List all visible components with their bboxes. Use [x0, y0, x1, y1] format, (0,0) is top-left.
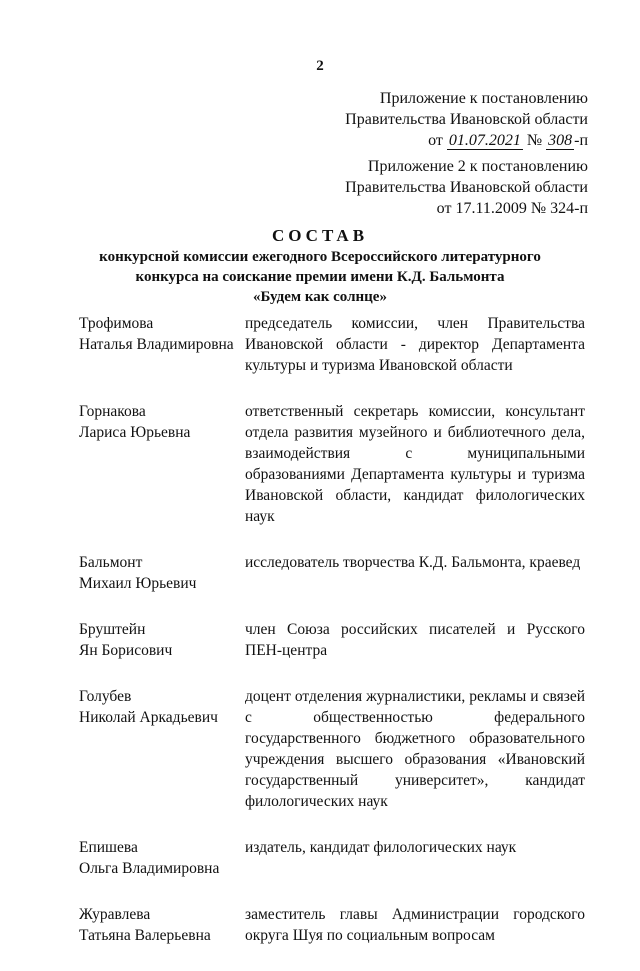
- title-line-1: конкурсной комиссии ежегодного Всероссийского литературного: [99, 249, 541, 265]
- member-surname: Трофимова: [79, 315, 154, 332]
- number-suffix: -п: [574, 132, 588, 149]
- number-prefix: №: [526, 132, 543, 149]
- appendix-header: [345, 88, 588, 151]
- member-role: доцент отделения журналистики, рекламы и связей с общественностью федерального государственного бюджетного образовательного учреждения высшего образования «Ивановский государственный университет», кандидат филологических наук: [245, 688, 585, 810]
- member-name: [79, 401, 245, 527]
- member-role: издатель, кандидат филологических наук: [245, 839, 517, 856]
- member-role: ответственный секретарь комиссии, консультант отдела развития музейного и библиотечного дела, взаимодействия с муниципальными образованиями Департамента культуры и туризма Ивановской области, кандидат филологических наук: [245, 403, 585, 525]
- member-row: [79, 552, 585, 594]
- member-row: [79, 313, 585, 376]
- member-name: [79, 619, 245, 661]
- member-surname: Бальмонт: [79, 554, 143, 571]
- member-row: [79, 904, 585, 946]
- appendix-2-line-2: Правительства Ивановской области: [345, 179, 588, 196]
- date-prefix: от: [428, 132, 443, 149]
- member-row: [79, 837, 585, 879]
- appendix-line-2: Правительства Ивановской области: [345, 111, 588, 128]
- appendix-2-header: [345, 156, 588, 219]
- member-given-name: Михаил Юрьевич: [79, 575, 197, 592]
- handwritten-date: 01.07.2021: [448, 132, 521, 149]
- member-surname: Бруштейн: [79, 621, 146, 638]
- member-role: заместитель главы Администрации городского округа Шуя по социальным вопросам: [245, 906, 585, 944]
- page-number: 2: [316, 58, 324, 74]
- member-name: [79, 313, 245, 376]
- member-surname: Горнакова: [79, 403, 146, 420]
- member-name: [79, 686, 245, 812]
- title-line-3: «Будем как солнце»: [253, 289, 387, 305]
- member-role: исследователь творчества К.Д. Бальмонта, краевед: [245, 554, 581, 571]
- member-name: [79, 552, 245, 594]
- member-role: председатель комиссии, член Правительства Ивановской области - директор Департамента культуры и туризма Ивановской области: [245, 315, 585, 374]
- member-row: [79, 401, 585, 527]
- member-given-name: Ольга Владимировна: [79, 860, 220, 877]
- member-surname: Голубев: [79, 688, 132, 705]
- member-given-name: Наталья Владимировна: [79, 336, 234, 353]
- appendix-date-line: [345, 130, 588, 151]
- appendix-2-line-1: Приложение 2 к постановлению: [367, 158, 588, 175]
- appendix-2-line-3: от 17.11.2009 № 324-п: [436, 200, 588, 217]
- handwritten-number: 308: [548, 132, 573, 149]
- title-line-2: конкурса на соискание премии имени К.Д. Бальмонта: [135, 269, 505, 285]
- members-list: [79, 313, 585, 971]
- member-given-name: Татьяна Валерьевна: [79, 927, 211, 944]
- member-role: член Союза российских писателей и Русского ПЕН-центра: [245, 621, 585, 659]
- member-given-name: Ян Борисович: [79, 642, 173, 659]
- member-name: [79, 904, 245, 946]
- member-surname: Журавлева: [79, 906, 151, 923]
- document-title: [0, 225, 640, 307]
- member-surname: Епишева: [79, 839, 138, 856]
- member-name: [79, 837, 245, 879]
- title-main: СОСТАВ: [271, 226, 369, 245]
- member-row: [79, 619, 585, 661]
- member-given-name: Лариса Юрьевна: [79, 424, 191, 441]
- member-given-name: Николай Аркадьевич: [79, 709, 218, 726]
- appendix-line-1: Приложение к постановлению: [379, 90, 588, 107]
- member-row: [79, 686, 585, 812]
